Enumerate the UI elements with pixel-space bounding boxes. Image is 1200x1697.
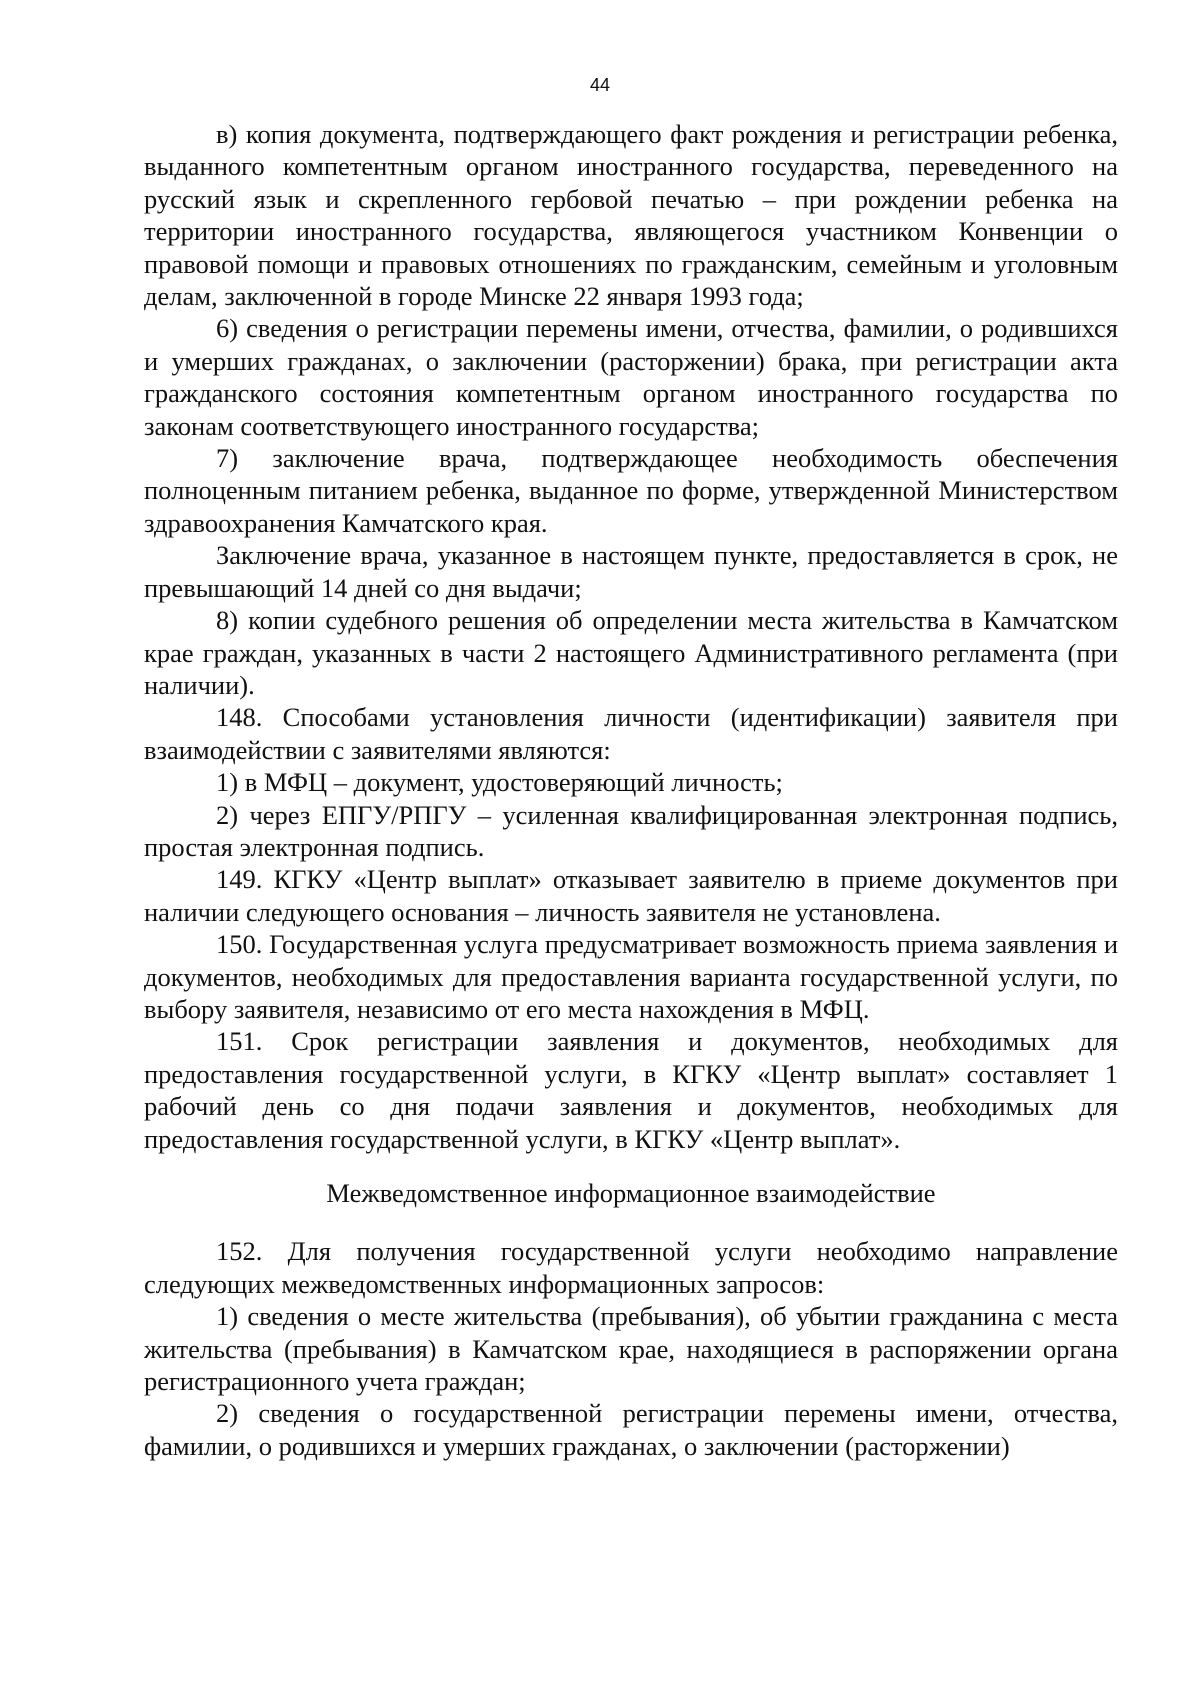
paragraph-150-extraterritorial: 150. Государственная услуга предусматривает возможность приема заявления и документов, необходимых для предоставления варианта государственной услуги, по выбору заявителя, независимо от его места нахождения в МФЦ. (144, 929, 1118, 1024)
paragraph-149-refusal: 149. КГКУ «Центр выплат» отказывает заявителю в приеме документов при наличии следующего основания – личность заявителя не установлена. (144, 864, 1118, 927)
paragraph-152-item-2-registration: 2) сведения о государственной регистрации перемены имени, отчества, фамилии, о родившихся и умерших гражданах, о заключении (расторжении) (144, 1398, 1118, 1461)
section-heading: Межведомственное информационное взаимодействие (326, 1178, 936, 1208)
paragraph-148-identification: 148. Способами установления личности (идентификации) заявителя при взаимодействии с заявителями являются: (144, 702, 1118, 765)
paragraph-doctor-conclusion-term: Заключение врача, указанное в настоящем пункте, предоставляется в срок, не превышающий 14 дней со дня выдачи; (144, 540, 1118, 603)
paragraph-item-v-foreign-birth-document: в) копия документа, подтверждающего факт рождения и регистрации ребенка, выданного компетентным органом иностранного государства, переведенного на русский язык и скрепленного гербовой печатью – при рождении ребенка на территории иностранного государства, являющегося участником Конвенции о правовой помощи и правовых отношениях по гражданским, семейным и уголовным делам, заключенной в городе Минске 22 января 1993 года; (144, 119, 1118, 312)
paragraph-item-7-doctor-conclusion: 7) заключение врача, подтверждающее необходимость обеспечения полноценным питанием ребенка, выданное по форме, утвержденной Министерством здравоохранения Камчатского края. (144, 443, 1118, 538)
paragraph-148-item-1-mfc: 1) в МФЦ – документ, удостоверяющий личность; (216, 767, 783, 798)
document-body (144, 118, 1118, 1462)
paragraph-item-6-name-change-info: 6) сведения о регистрации перемены имени, отчества, фамилии, о родившихся и умерших гражданах, о заключении (расторжении) брака, при регистрации акта гражданского состояния компетентным органом иностранного государства по законам соответствующего иностранного государства; (144, 313, 1118, 441)
page-number: 44 (589, 75, 611, 95)
paragraph-152-item-1-residence: 1) сведения о месте жительства (пребывания), об убытии гражданина с места жительства (пребывания) в Камчатском крае, находящиеся в распоряжении органа регистрационного учета граждан; (144, 1301, 1118, 1397)
paragraph-151-registration-term: 151. Срок регистрации заявления и документов, необходимых для предоставления государственной услуги, в КГКУ «Центр выплат» составляет 1 рабочий день со дня подачи заявления и документов, необходимых для предоставления государственной услуги, в КГКУ «Центр выплат». (144, 1026, 1118, 1154)
paragraph-152-requests: 152. Для получения государственной услуги необходимо направление следующих межведомственных информационных запросов: (144, 1236, 1118, 1299)
paragraph-148-item-2-epgu: 2) через ЕПГУ/РПГУ – усиленная квалифицированная электронная подпись, простая электронная подпись. (144, 799, 1118, 862)
paragraph-item-8-court-decision: 8) копии судебного решения об определении места жительства в Камчатском крае граждан, указанных в части 2 настоящего Административного регламента (при наличии). (144, 605, 1118, 700)
